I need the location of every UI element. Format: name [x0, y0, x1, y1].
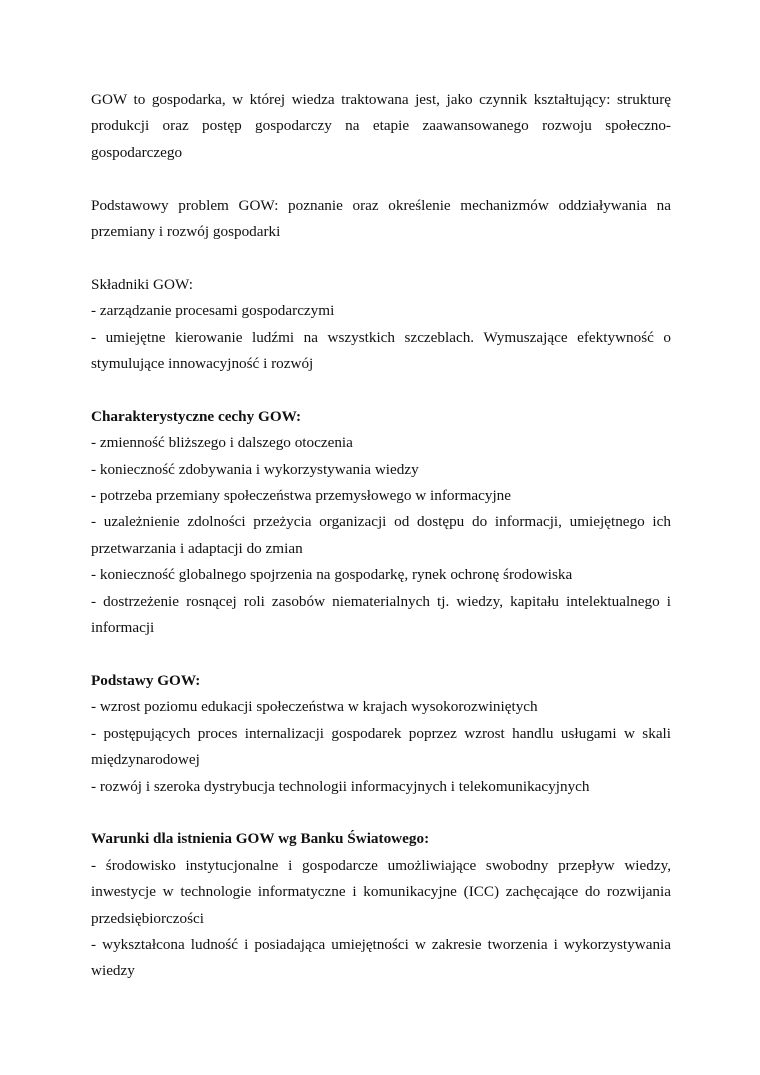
document-page	[91, 87, 671, 985]
gow-definition-paragraph: GOW to gospodarka, w której wiedza traktowana jest, jako czynnik kształtujący: strukturę produkcji oraz postęp gospodarczy na etapie zaawansowanego rozwoju społeczno-gospodarczego	[91, 91, 671, 161]
components-title: Składniki GOW:	[91, 275, 193, 293]
features-list	[91, 430, 671, 641]
foundations-heading: Podstawy GOW:	[91, 671, 201, 689]
foundations-list	[91, 694, 671, 800]
list-item: - wykształcona ludność i posiadająca umiejętności w zakresie tworzenia i wykorzystywania wiedzy	[91, 935, 671, 980]
spacer	[91, 377, 671, 403]
list-item: - zarządzanie procesami gospodarczymi	[91, 302, 335, 320]
list-item: - konieczność globalnego spojrzenia na gospodarkę, rynek ochronę środowiska	[91, 566, 573, 584]
conditions-list	[91, 853, 671, 985]
spacer	[91, 166, 671, 192]
spacer	[91, 245, 671, 271]
list-item: - zmienność bliższego i dalszego otoczenia	[91, 434, 353, 452]
features-heading: Charakterystyczne cechy GOW:	[91, 407, 302, 425]
list-item: - uzależnienie zdolności przeżycia organizacji od dostępu do informacji, umiejętnego ich przetwarzania i adaptacji do zmian	[91, 513, 671, 557]
list-item: - konieczność zdobywania i wykorzystywania wiedzy	[91, 460, 419, 478]
list-item: - środowisko instytucjonalne i gospodarcze umożliwiające swobodny przepływ wiedzy, inwestycje w technologie informatyczne i komunikacyjne (ICC) zachęcające do rozwijania przedsiębiorczości	[91, 856, 671, 927]
components-section	[91, 272, 671, 378]
list-item: - wzrost poziomu edukacji społeczeństwa w krajach wysokorozwiniętych	[91, 698, 538, 716]
list-item: - dostrzeżenie rosnącej roli zasobów niematerialnych tj. wiedzy, kapitału intelektualnego i informacji	[91, 592, 671, 637]
conditions-heading: Warunki dla istnienia GOW wg Banku Światowego:	[91, 830, 430, 848]
conditions-section	[91, 826, 671, 984]
basic-problem-paragraph: Podstawowy problem GOW: poznanie oraz określenie mechanizmów oddziaływania na przemiany i rozwój gospodarki	[91, 196, 671, 241]
list-item: - umiejętne kierowanie ludźmi na wszystkich szczeblach. Wymuszające efektywność o stymulujące innowacyjność i rozwój	[91, 328, 671, 373]
list-item: - rozwój i szeroka dystrybucja technologii informacyjnych i telekomunikacyjnych	[91, 777, 590, 795]
list-item: - postępujących proces internalizacji gospodarek poprzez wzrost handlu usługami w skali międzynarodowej	[91, 724, 671, 769]
spacer	[91, 800, 671, 826]
features-section	[91, 404, 671, 642]
spacer	[91, 641, 671, 667]
list-item: - potrzeba przemiany społeczeństwa przemysłowego w informacyjne	[91, 487, 512, 505]
components-list	[91, 298, 671, 377]
foundations-section	[91, 668, 671, 800]
